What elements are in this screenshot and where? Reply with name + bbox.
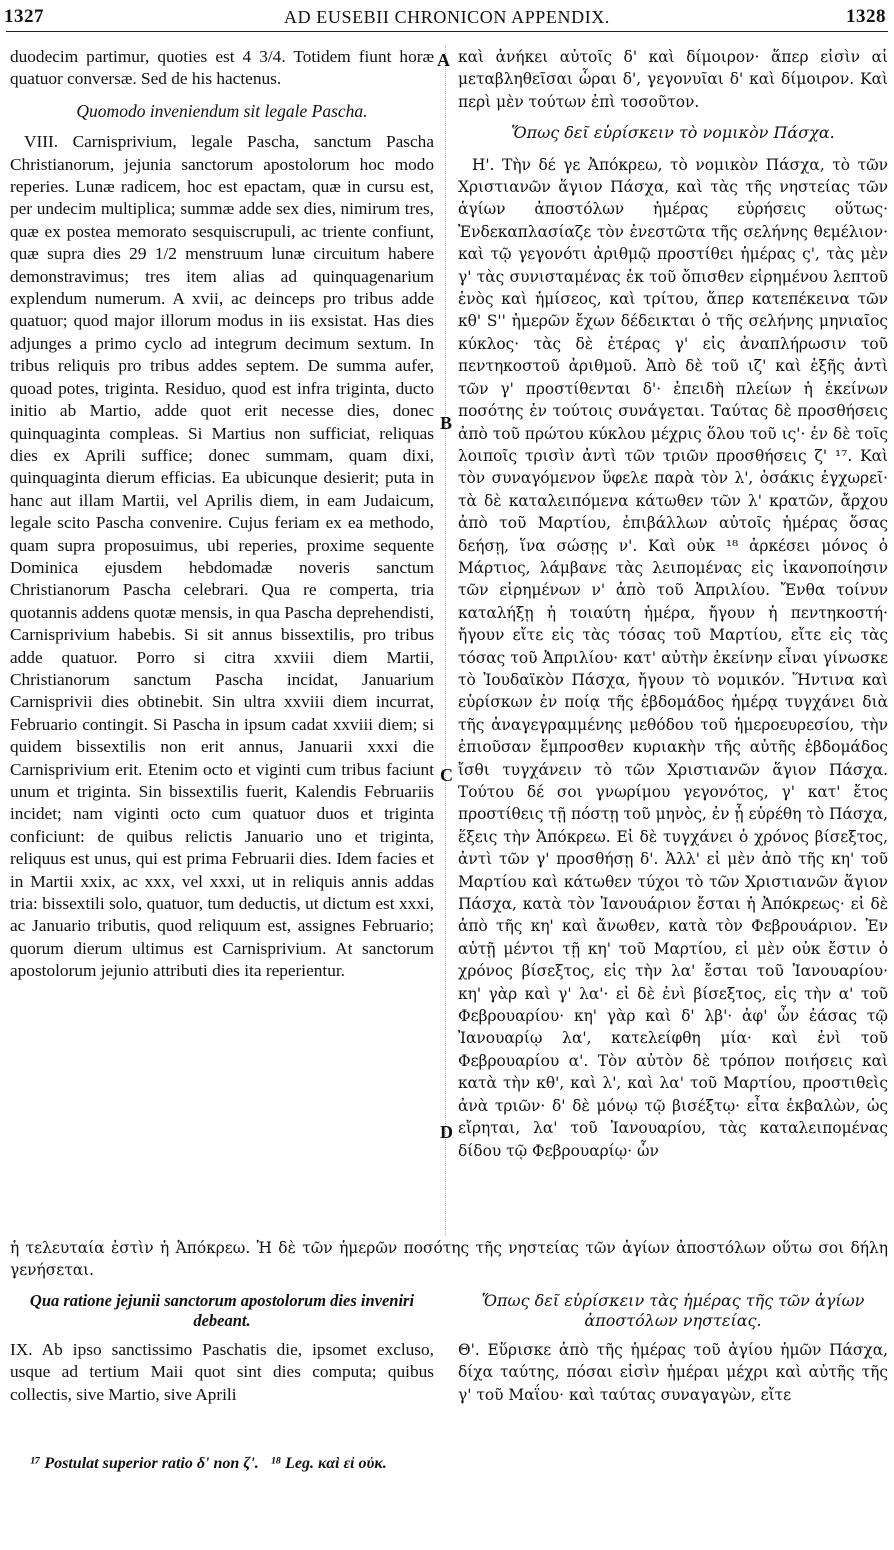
- page-number-left: 1327: [4, 6, 44, 27]
- footnotes: [30, 1455, 387, 1473]
- footnote-17-mark: ¹⁷: [30, 1455, 41, 1472]
- page-number-right: 1328: [846, 6, 886, 27]
- latin-heading-section-8: Quomodo inveniendum sit legale Pascha.: [76, 100, 368, 121]
- margin-letter-c: C: [440, 765, 453, 785]
- greek-heading-section-9: Ὅπως δεῖ εὑρίσκειν τὰς ἡμέρας τῆς τῶν ἁγίων ἀποστόλων νηστείας.: [481, 1291, 865, 1330]
- latin-column: [10, 46, 434, 983]
- greek-paragraph-section-9: Θ'. Εὕρισκε ἀπὸ τῆς ἡμέρας τοῦ ἁγίου ἡμῶν Πάσχα, δίχα ταύτης, πόσαι εἰσὶν ἡμέραι μέχρι καὶ αὐτῆς τῆς γ' τοῦ Μαΐου· καὶ ταύτας συναγαγὼν, εἴτε: [458, 1341, 888, 1404]
- footnote-18-mark: ¹⁸: [270, 1455, 282, 1472]
- margin-letter-d: D: [440, 1122, 453, 1142]
- latin-paragraph-section-9: IX. Ab ipso sanctissimo Paschatis die, ipsomet excluso, usque ad tertium Maii quot sint dies computa; quibus collectis, sive Martio, sive Aprili: [10, 1340, 434, 1404]
- footnote-18-text: Leg. καὶ εἰ οὐκ.: [285, 1455, 387, 1472]
- header-rule: [6, 31, 888, 32]
- greek-column: [458, 46, 888, 1162]
- margin-letter-a: A: [437, 50, 450, 70]
- latin-paragraph-section-8: VIII. Carnisprivium, legale Pascha, sanctum Pascha Christianorum, jejunia sanctorum apostolorum hoc modo reperies. Lunæ radicem, hoc est epactam, quæ in cursu est, per undecim multiplica; summæ adde sex dies, nimirum tres, quæ ex postea memorato sesquiscrupuli, ac triente confiunt, quæ supra dies 29 1/2 menstruum lunæ circuitum habere demonstravimus; tres item alias ad quinquagenarium explendum numerum. A xvii, ac deinceps pro tribus adde quatuor; quod major illorum modus in iis exsistat. Has dies adjunges a primo cyclo ad integrum decimum sextum. In tribus reliquis pro tribus addes septem. De summa aufer, quoad potes, triginta. Residuo, quod est infra triginta, ducto initio ab Martio, adde quot erit necesse dies, donec quinquaginta compleas. Si Martius non sufficiat, reliquas dies ex Aprili suffice; donec summam, quam dixi, quinquaginta dierum efficias. Ea ubicunque desierit; puta in hanc aut illam Martii, vel Aprilis diem, in eam Judaicum, legale scito Pascha convenire. Cujus feriam ex ea methodo, quam supra proposuimus, ubi reperies, proxime sequente Dominica ejusdem hebdomadæ noveris sanctum Christianorum Pascha celebrari. Qua re comperta, tria quotannis addens quotæ mensis, in qua Pascha deprehendisti, Carnisprivium habebis. Si sit annus bissextilis, pro tribus adde quatuor. Porro si citra xxviii diem Martii, Christianorum sanctum Pascha incidat, Januarium Carnisprivii dies obtinebit. Sin ultra xxviii diem incurrat, Februario contingit. Si Pascha in ipsum cadat xxviii diem; si quidem bissextilis non erit annus, Januarii xxxi die Carnisprivium erit. Etenim octo et viginti cum tribus faciunt unum et triginta. Sin bissextilis fuerit, Kalendis Februariis incidet; nam viginti octo cum quatuor duos et triginta conficiunt: de quibus relictis Januario uno et triginta, reliquus est unus, qui est prima Februarii dies. Idem facies et in Martii xxix, ac xxx, vel xxxi, ut in reliquis annis addas tria: bissextili solo, quatuor, tum deductis, ut dictum est xxxi, ac Januario tributis, quod reliquum est, assignes Februario; quorum dierum ultimus est Carnisprivium. At sanctorum apostolorum jejunio attributi dies ita reperientur.: [10, 132, 434, 981]
- greek-heading-section-8: Ὅπως δεῖ εὑρίσκειν τὸ νομικὸν Πάσχα.: [511, 123, 835, 143]
- margin-letter-b: B: [440, 413, 453, 433]
- column-divider: [445, 46, 446, 1236]
- latin-intro-paragraph: duodecim partimur, quoties est 4 3/4. Totidem fiunt horæ quatuor conversæ. Sed de his hactenus.: [10, 47, 434, 89]
- greek-column-section-9: [458, 1291, 888, 1406]
- greek-intro-paragraph: καὶ ἀνήκει αὐτοῖς δ' καὶ δίμοιρον· ἅπερ εἰσὶν αἱ μεταβληθεῖσαι ὧραι δ', γεγονυῖαι δ' καὶ δίμοιρον. Καὶ περὶ μὲν τούτων ἐπὶ τοσοῦτον.: [458, 48, 888, 111]
- footnote-17-text: Postulat superior ratio δ' non ζ'.: [44, 1455, 259, 1472]
- running-header: [0, 4, 894, 34]
- latin-heading-section-9: Qua ratione jejunii sanctorum apostolorum dies inveniri debeant.: [29, 1291, 415, 1330]
- fullwidth-greek-line: ἡ τελευταία ἐστὶν ἡ Ἀπόκρεω. Ἡ δὲ τῶν ἡμερῶν ποσότης τῆς νηστείας τῶν ἁγίων ἀποστόλων οὕτω σοι δήλη γενήσεται.: [10, 1239, 888, 1280]
- running-title: AD EUSEBII CHRONICON APPENDIX.: [283, 7, 610, 27]
- latin-column-section-9: [10, 1291, 434, 1406]
- greek-paragraph-section-8: Η'. Τὴν δέ γε Ἀπόκρεω, τὸ νομικὸν Πάσχα, τὸ τῶν Χριστιανῶν ἅγιον Πάσχα, καὶ τὰς τῆς νηστείας τῶν ἁγίων ἀποστόλων ἡμέρας εὑρήσεις οὕτως· Ἐνδεκαπλασίαζε τὸν ἐνεστῶτα τῆς σελήνης θεμέλιον· καὶ τῷ γεγονότι ἀριθμῷ προστίθει ἡμέρας ς', τὰς μὲν γ' τὰς συνισταμένας ἐκ τοῦ ὄπισθεν εἰρημένου λεπτοῦ ἑνὸς καὶ ἡμίσεος, καὶ τρίτου, ἅπερ κατεπέκεινα τῶν κθ' S'' ἡμερῶν ἔχων δέδεικται ὁ τῆς σελήνης μηνιαῖος κύκλος· τὰς δὲ ἑτέρας γ' εἰς ἀναπλήρωσιν τοῦ πεντηκοστοῦ ἀριθμοῦ. Ἀπὸ δὲ τοῦ ιζ' καὶ ἑξῆς ἀντὶ τῶν γ' προστίθενται δ'· ἐπειδὴ πλείων ἡ ἐκείνων ποσότης ἐν τούτοις συνάγεται. Ταύτας δὲ προσθήσεις ἀπὸ τοῦ πρώτου κύκλου μέχρις ὅλου τοῦ ις'· ἐν δὲ τοῖς λοιποῖς τρισὶν ἀντὶ τῶν τριῶν προσθήσεις ζ' ¹⁷. Καὶ τὸν συναγόμενον ὕφελε παρὰ τὸν λ', ὁσάκις ἐγχωρεῖ· τὰ δὲ καταλειπόμενα κάτωθεν τῶν λ' κρατῶν, ἄρχου ἀπὸ τοῦ Μαρτίου, ἐπιβάλλων αὐτοῖς ἡμέρας ὅσας δεήσῃ, ἵνα σώσῃς ν'. Καὶ οὐκ ¹⁸ ἀρκέσει μόνος ὁ Μάρτιος, λάμβανε τὰς λειπομένας εἰς ἱκανοποίησιν τῶν εἰρημένων ν' ἀπὸ τοῦ Ἀπριλίου. Ἔνθα τοίνυν καταλήξῃ ἡ τοιαύτη ἡμέρα, ἤγουν ἡ πεντηκοστή· ἤγουν εἴτε εἰς τὰς τόσας τοῦ Μαρτίου, εἴτε εἰς τὰς τόσας τοῦ Ἀπριλίου· κατ' αὐτὴν ἐκείνην εἶναι γίνωσκε τὸ Ἰουδαϊκὸν Πάσχα, ἤγουν τὸ νομικόν. Ἥντινα καὶ εὑρίσκων ἐν ποίᾳ τῆς ἑβδομάδος ἡμέρᾳ τυγχάνει διὰ τῆς ἀναγεγραμμένης μεθόδου τοῦ ἡμεροευρεσίου, τὴν ἐπιοῦσαν ἔμπροσθεν κυριακὴν τῆς αὐτῆς ἑβδομάδος ἴσθι τυγχάνειν τὸ τῶν Χριστιανῶν ἅγιον Πάσχα. Τούτου δέ σοι γνωρίμου γεγονότος, γ' κατ' ἔτος προστίθεις τῇ πόστῃ τοῦ μηνὸς, ἐν ᾗ εὑρέθη τὸ Πάσχα, ἕξεις τὴν Ἀπόκρεω. Εἰ δὲ τυγχάνει ὁ χρόνος βίσεξτος, ἀντὶ τῶν γ' προσθήσῃ δ'. Ἀλλ' εἰ μὲν ἀπὸ τῆς κη' τοῦ Μαρτίου καὶ κάτωθεν τύχοι τὸ τῶν Χριστιανῶν ἅγιον Πάσχα, κατὰ τὸν Ἰανουάριον ἔσται ἡ Ἀπόκρεως· εἰ δὲ ἀπὸ τῆς κη' καὶ ἄνωθεν, κατὰ τὸν Φεβρουάριον. Ἐν αὐτῇ μέντοι τῇ κη' τοῦ Μαρτίου, εἰ μὲν οὐκ ἔστιν ὁ χρόνος βίσεξτος, εἰς τὴν λα' ἔσται τοῦ Ἰανουαρίου· κη' γὰρ καὶ γ' λα'· εἰ δὲ ἐνὶ βίσεξτος, εἰς τὴν α' τοῦ Φεβρουαρίου· κη' γὰρ καὶ δ' λβ'· ἀφ' ὧν ἐάσας τῷ Ἰανουαρίῳ λα', κατελείφθη μία· καὶ ἐνὶ τοῦ Φεβρουαρίου α'. Τὸν αὐτὸν δὲ τρόπον ποιήσεις καὶ κατὰ τὴν κθ', καὶ λ', καὶ λα' τοῦ Μαρτίου, προστιθεὶς ἀνὰ τριῶν· δ' δὲ μόνῳ τῷ βισέξτῳ· εἶτα ἐκβαλὼν, ὡς εἴρηται, λα' τοῦ Ἰανουαρίου, τὰς καταλειπομένας δίδου τῷ Φεβρουαρίῳ· ὧν: [458, 155, 888, 1160]
